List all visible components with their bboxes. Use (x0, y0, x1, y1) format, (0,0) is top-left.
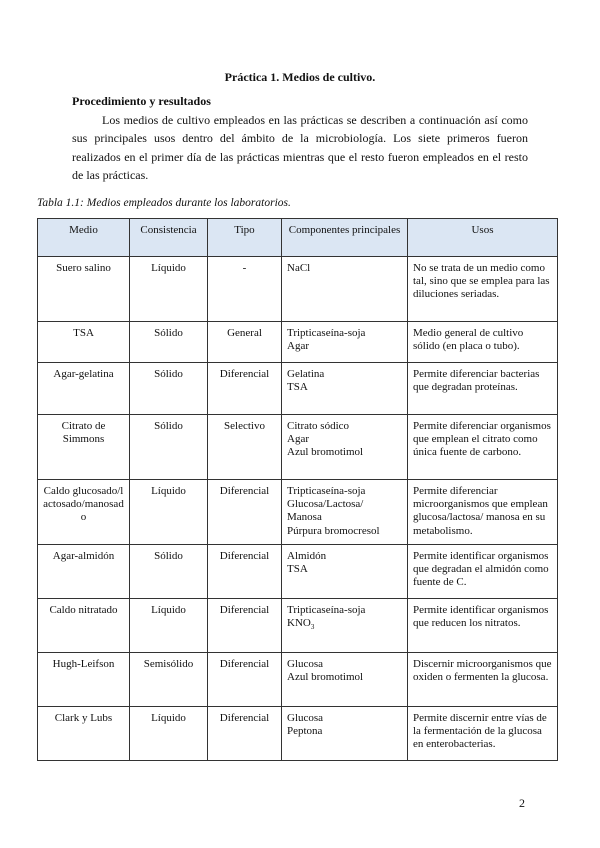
component-item: Glucosa (287, 658, 324, 670)
cell-usos: Permite diferenciar bacterias que degradan proteínas. (408, 363, 558, 415)
header-usos: Usos (408, 219, 558, 257)
cell-medio: Agar-gelatina (38, 363, 130, 415)
table-row (38, 363, 558, 415)
cell-consistencia: Líquido (130, 257, 208, 322)
component-item (287, 617, 402, 634)
table-row (38, 545, 558, 599)
component-item: Púrpura bromocresol (287, 524, 380, 537)
cell-tipo: Diferencial (208, 599, 282, 653)
paragraph-line: Los medios de cultivo empleados en las prácticas se describen a continuación así como (102, 113, 528, 127)
cell-tipo: Diferencial (208, 480, 282, 545)
table-row (38, 653, 558, 707)
media-table (37, 218, 558, 761)
cell-componentes (282, 707, 408, 761)
table-row (38, 480, 558, 545)
formula-subscript: 3 (310, 623, 315, 632)
cell-usos: Permite identificar organismos que reducen los nitratos. (408, 599, 558, 653)
cell-consistencia: Sólido (130, 363, 208, 415)
header-consistencia: Consistencia (130, 219, 208, 257)
component-item: Manosa (287, 511, 322, 524)
cell-componentes (282, 363, 408, 415)
cell-medio: Caldo nitratado (38, 599, 130, 653)
component-item: Peptona (287, 725, 323, 738)
cell-tipo: Diferencial (208, 545, 282, 599)
header-componentes: Componentes principales (282, 219, 408, 257)
header-medio: Medio (38, 219, 130, 257)
table-header-row (38, 219, 558, 257)
cell-medio: Agar-almidón (38, 545, 130, 599)
cell-usos: Discernir microorganismos que oxiden o fermenten la glucosa. (408, 653, 558, 707)
component-item: Agar (287, 340, 309, 353)
table-row (38, 257, 558, 322)
cell-tipo: Diferencial (208, 363, 282, 415)
component-item: Agar (287, 433, 309, 446)
cell-consistencia: Líquido (130, 480, 208, 545)
cell-usos: Permite identificar organismos que degradan el almidón como fuente de C. (408, 545, 558, 599)
cell-tipo: - (208, 257, 282, 322)
cell-componentes (282, 599, 408, 653)
cell-consistencia: Líquido (130, 707, 208, 761)
page-number: 2 (519, 796, 525, 810)
component-item: Tripticaseína-soja (287, 485, 366, 497)
section-heading: Procedimiento y resultados (72, 94, 211, 108)
component-item: TSA (287, 563, 308, 576)
cell-componentes (282, 545, 408, 599)
component-item: Gelatina (287, 368, 325, 380)
table-row (38, 415, 558, 480)
cell-componentes (282, 257, 408, 322)
cell-consistencia: Sólido (130, 322, 208, 363)
cell-medio: Caldo glucosado/lactosado/manosado (38, 480, 130, 545)
cell-consistencia: Semisólido (130, 653, 208, 707)
cell-medio: Citrato de Simmons (38, 415, 130, 480)
cell-usos: No se trata de un medio como tal, sino que se emplea para las diluciones seriadas. (408, 257, 558, 322)
cell-componentes (282, 322, 408, 363)
component-item: Almidón (287, 550, 327, 562)
cell-usos: Medio general de cultivo sólido (en placa o tubo). (408, 322, 558, 363)
cell-medio: Hugh-Leifson (38, 653, 130, 707)
component-item: Azul bromotimol (287, 671, 364, 684)
table-row (38, 599, 558, 653)
cell-consistencia: Líquido (130, 599, 208, 653)
cell-tipo: General (208, 322, 282, 363)
cell-tipo: Selectivo (208, 415, 282, 480)
table-caption: Tabla 1.1: Medios empleados durante los laboratorios. (37, 197, 291, 209)
component-item: Tripticaseína-soja (287, 604, 366, 616)
component-item: Citrato sódico (287, 420, 350, 432)
page-title: Práctica 1. Medios de cultivo. (224, 70, 376, 84)
component-item: Tripticaseína-soja (287, 327, 366, 339)
component-formula: KNO (287, 617, 311, 630)
header-tipo: Tipo (208, 219, 282, 257)
paragraph-line: de las prácticas. (72, 167, 149, 182)
component-item: Glucosa (287, 712, 324, 724)
table-row (38, 707, 558, 761)
intro-paragraph (72, 111, 528, 184)
component-item: Azul bromotimol (287, 446, 364, 459)
cell-usos: Permite discernir entre vías de la fermentación de la glucosa en enterobacterias. (408, 707, 558, 761)
component-item: Glucosa/Lactosa/ (287, 498, 364, 511)
cell-componentes (282, 653, 408, 707)
cell-usos: Permite diferenciar organismos que emplean el citrato como única fuente de carbono. (408, 415, 558, 480)
cell-componentes (282, 480, 408, 545)
cell-tipo: Diferencial (208, 707, 282, 761)
cell-componentes (282, 415, 408, 480)
cell-usos: Permite diferenciar microorganismos que emplean glucosa/lactosa/ manosa en su metabolismo. (408, 480, 558, 545)
cell-medio: Suero salino (38, 257, 130, 322)
component-item: TSA (287, 381, 308, 394)
paragraph-line: realizados en el primer día de las prácticas mientras que el resto fueron empleados en el resto (72, 149, 528, 164)
cell-consistencia: Sólido (130, 545, 208, 599)
cell-medio: TSA (38, 322, 130, 363)
cell-consistencia: Sólido (130, 415, 208, 480)
component-item: NaCl (287, 262, 311, 274)
cell-medio: Clark y Lubs (38, 707, 130, 761)
table-row (38, 322, 558, 363)
cell-tipo: Diferencial (208, 653, 282, 707)
paragraph-line: sus principales usos dentro del ámbito de la microbiología. Los siete primeros fueron (72, 131, 528, 146)
